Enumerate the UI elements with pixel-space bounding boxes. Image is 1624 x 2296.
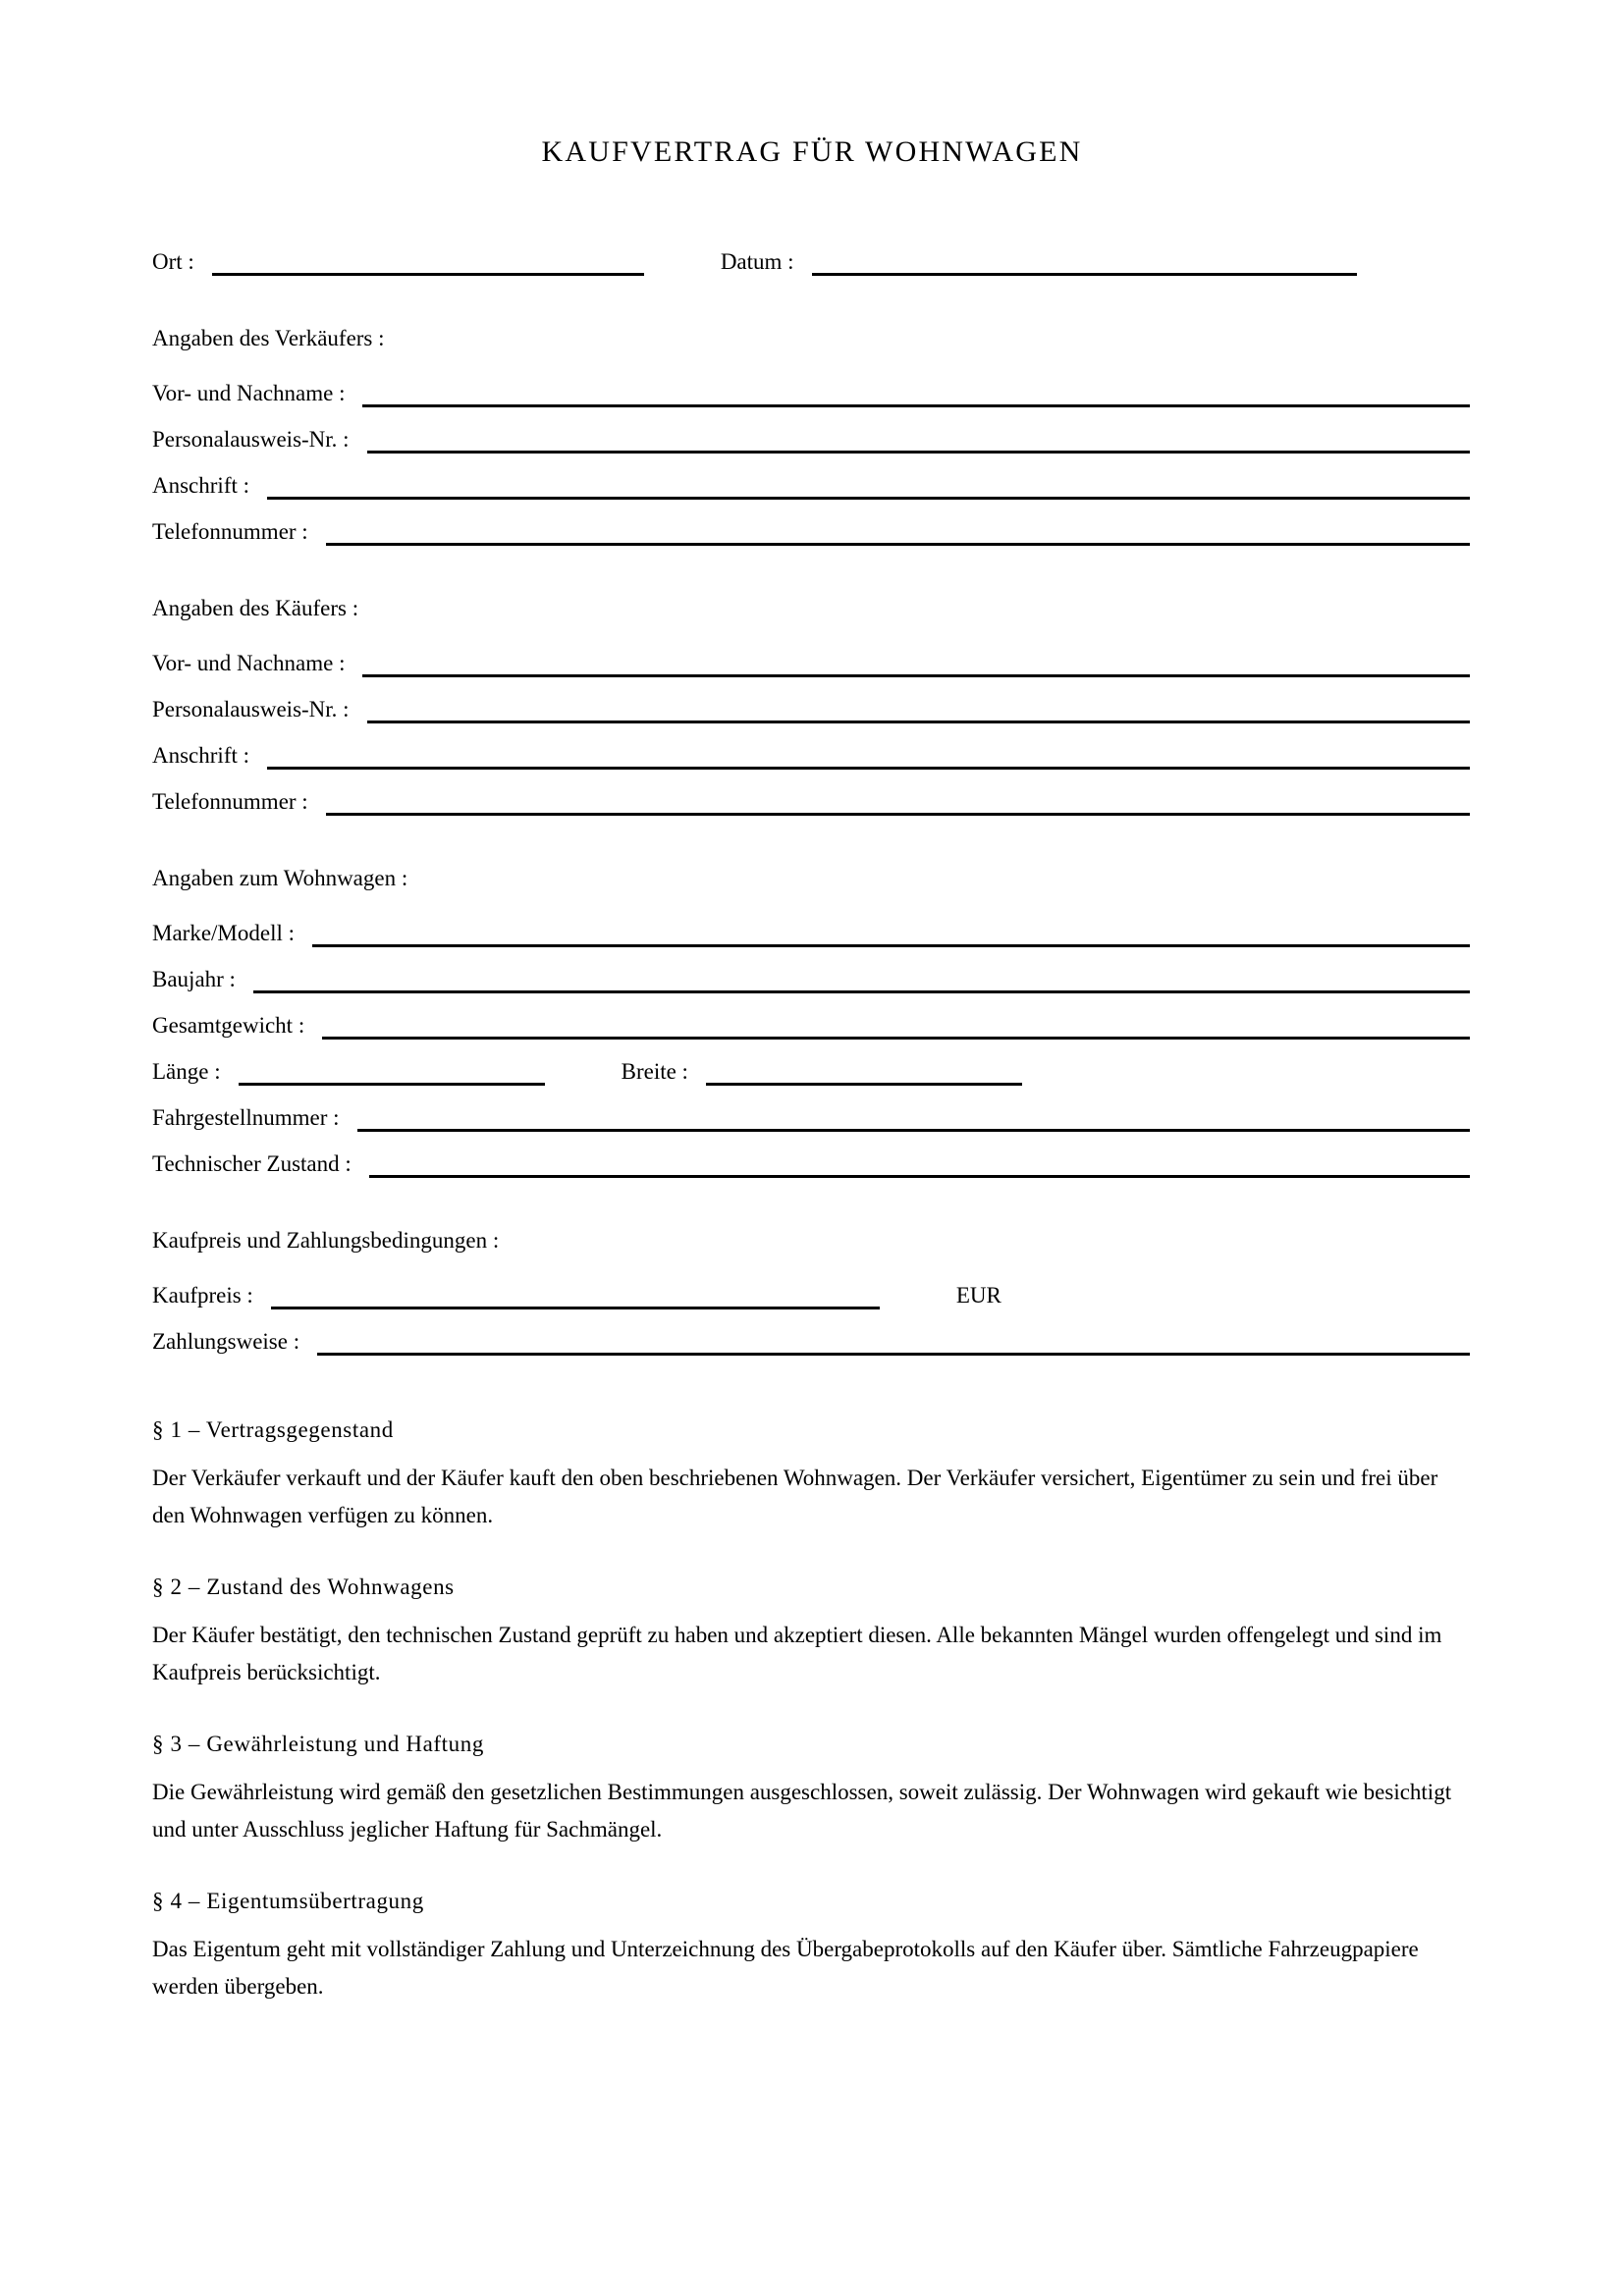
- price-heading: Kaufpreis und Zahlungsbedingungen :: [152, 1228, 500, 1253]
- spacer: [152, 278, 1470, 325]
- seller-name-input-line[interactable]: [362, 404, 1470, 407]
- caravan-vin-input-line[interactable]: [357, 1129, 1470, 1132]
- seller-address-row: [152, 455, 1470, 502]
- clause-2-title: § 2 – Zustand des Wohnwagens: [152, 1575, 455, 1599]
- caravan-width-label: Breite :: [621, 1059, 688, 1084]
- spacer: [152, 548, 1470, 595]
- currency-label: EUR: [955, 1283, 1001, 1308]
- buyer-address-label: Anschrift :: [152, 743, 250, 768]
- seller-name-row: [152, 363, 1470, 409]
- payment-method-input-line[interactable]: [317, 1353, 1470, 1356]
- seller-heading: Angaben des Verkäufers :: [152, 326, 385, 350]
- buyer-address-input-line[interactable]: [267, 767, 1470, 770]
- clause-1-body: Der Verkäufer verkauft und der Käufer kauft den oben beschriebenen Wohnwagen. Der Verkäufer versichert, Eigentümer zu sein und frei über den Wohnwagen verfügen zu können.: [152, 1466, 1438, 1527]
- clause-4-title: § 4 – Eigentumsübertragung: [152, 1889, 424, 1913]
- seller-name-label: Vor- und Nachname :: [152, 381, 346, 405]
- price-label: Kaufpreis :: [152, 1283, 253, 1308]
- buyer-id-row: [152, 679, 1470, 725]
- clause-2: [152, 1574, 1470, 1691]
- clause-4: [152, 1888, 1470, 2005]
- caravan-vin-row: [152, 1088, 1470, 1134]
- date-input-line[interactable]: [812, 273, 1357, 276]
- buyer-heading: Angaben des Käufers :: [152, 596, 359, 620]
- buyer-phone-label: Telefonnummer :: [152, 789, 308, 814]
- caravan-length-input-line[interactable]: [239, 1083, 545, 1086]
- buyer-phone-row: [152, 772, 1470, 818]
- caravan-model-label: Marke/Modell :: [152, 921, 295, 945]
- seller-phone-input-line[interactable]: [326, 543, 1470, 546]
- buyer-id-label: Personalausweis-Nr. :: [152, 697, 350, 721]
- place-input-line[interactable]: [212, 273, 644, 276]
- price-row: [152, 1265, 1470, 1311]
- caravan-condition-label: Technischer Zustand :: [152, 1151, 352, 1176]
- caravan-length-label: Länge :: [152, 1059, 221, 1084]
- caravan-weight-input-line[interactable]: [322, 1037, 1470, 1040]
- seller-id-input-line[interactable]: [367, 451, 1470, 454]
- caravan-weight-row: [152, 995, 1470, 1041]
- caravan-weight-label: Gesamtgewicht :: [152, 1013, 305, 1038]
- payment-method-row: [152, 1311, 1470, 1358]
- buyer-name-row: [152, 633, 1470, 679]
- clause-3: [152, 1731, 1470, 1848]
- clauses-section: [152, 1416, 1470, 2005]
- clause-1: [152, 1416, 1470, 1534]
- caravan-condition-input-line[interactable]: [369, 1175, 1470, 1178]
- buyer-id-input-line[interactable]: [367, 721, 1470, 723]
- seller-phone-row: [152, 502, 1470, 548]
- clause-3-title: § 3 – Gewährleistung und Haftung: [152, 1732, 484, 1756]
- clause-1-title: § 1 – Vertragsgegenstand: [152, 1417, 394, 1442]
- caravan-condition-row: [152, 1134, 1470, 1180]
- document-body: [152, 232, 1470, 2005]
- buyer-address-row: [152, 725, 1470, 772]
- caravan-year-label: Baujahr :: [152, 967, 236, 991]
- buyer-name-input-line[interactable]: [362, 674, 1470, 677]
- buyer-name-label: Vor- und Nachname :: [152, 651, 346, 675]
- caravan-year-input-line[interactable]: [253, 990, 1470, 993]
- clause-2-body: Der Käufer bestätigt, den technischen Zustand geprüft zu haben und akzeptiert diesen. Alle bekannten Mängel wurden offengelegt und sind im Kaufpreis berücksichtigt.: [152, 1623, 1442, 1684]
- caravan-width-input-line[interactable]: [706, 1083, 1022, 1086]
- caravan-model-input-line[interactable]: [312, 944, 1470, 947]
- clause-3-body: Die Gewährleistung wird gemäß den gesetzlichen Bestimmungen ausgeschlossen, soweit zulässig. Der Wohnwagen wird gekauft wie besichtigt und unter Ausschluss jeglicher Haftung für Sachmängel.: [152, 1780, 1452, 1842]
- place-label: Ort :: [152, 249, 194, 274]
- seller-id-label: Personalausweis-Nr. :: [152, 427, 350, 452]
- seller-phone-label: Telefonnummer :: [152, 519, 308, 544]
- price-input-line[interactable]: [271, 1307, 880, 1309]
- spacer: [152, 818, 1470, 865]
- spacer: [152, 1180, 1470, 1227]
- caravan-heading: Angaben zum Wohnwagen :: [152, 866, 408, 890]
- caravan-dimensions-row: [152, 1041, 1470, 1088]
- clause-4-body: Das Eigentum geht mit vollständiger Zahlung und Unterzeichnung des Übergabeprotokolls auf den Käufer über. Sämtliche Fahrzeugpapiere werden übergeben.: [152, 1937, 1419, 1999]
- date-label: Datum :: [720, 249, 794, 274]
- seller-address-input-line[interactable]: [267, 497, 1470, 500]
- payment-method-label: Zahlungsweise :: [152, 1329, 300, 1354]
- seller-address-label: Anschrift :: [152, 473, 250, 498]
- caravan-model-row: [152, 903, 1470, 949]
- buyer-phone-input-line[interactable]: [326, 813, 1470, 816]
- place-date-row: [152, 232, 1470, 278]
- caravan-vin-label: Fahrgestellnummer :: [152, 1105, 340, 1130]
- seller-id-row: [152, 409, 1470, 455]
- page-title: KAUFVERTRAG FÜR WOHNWAGEN: [541, 135, 1083, 169]
- caravan-year-row: [152, 949, 1470, 995]
